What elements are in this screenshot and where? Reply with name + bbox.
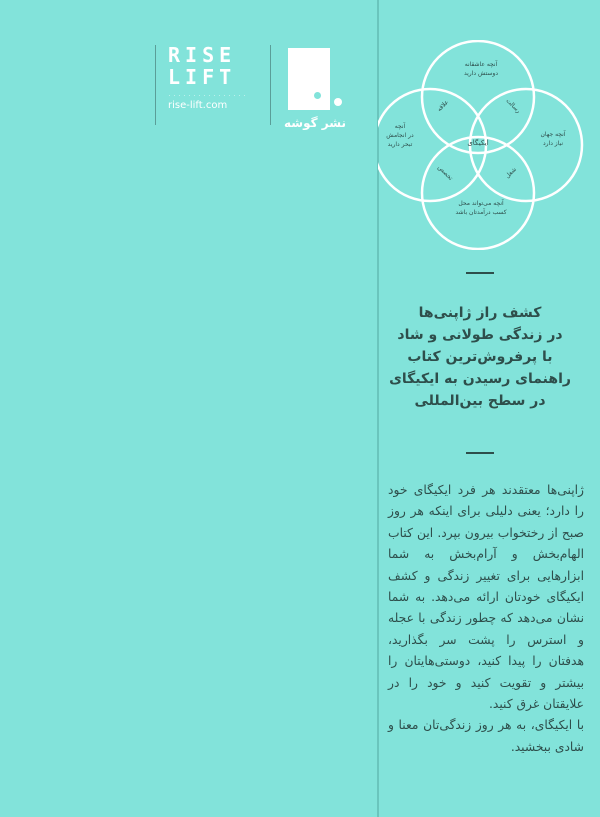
rise-logo-dots: ................ <box>168 92 249 98</box>
publisher-logo-square-icon <box>288 48 330 110</box>
rise-logo-line1: RISE <box>168 43 237 67</box>
publisher-logo-dot-icon <box>334 98 342 106</box>
tagline-line: راهنمای رسیدن به ایکیگای <box>389 371 571 387</box>
blurb-paragraph: ژاپنی‌ها معتقدند هر فرد ایکیگای خود را دارد؛ یعنی دلیلی برای اینکه هر روز صبح از رختخواب بیرون بپرد. این کتاب الهام‌بخش و آرام‌بخش به شما ابزارهایی برای تغییر زندگی و کشف ایکیگای خودتان ارائه می‌دهد. به شما نشان می‌دهد که چطور زندگی با عجله و استرس را پشت سر بگذارید، هدفتان را پیدا کنید، دوستی‌هایتان را بیشتر و تقویت کنید و خود را در علایقتان غرق کنید. <box>388 483 584 712</box>
divider <box>270 45 271 125</box>
ikigai-venn-diagram <box>378 40 588 250</box>
venn-label-top-left: علاقه <box>435 98 451 114</box>
tagline-line: در زندگی طولانی و شاد <box>397 327 563 343</box>
divider <box>155 45 156 125</box>
tagline-line: با پرفروش‌ترین کتاب <box>407 349 553 365</box>
separator-dash <box>466 272 494 274</box>
venn-label-right: نیاز دارد <box>542 140 564 147</box>
rise-logo-line2: LIFT <box>168 65 237 89</box>
publisher-name: نشر گوشه <box>284 116 346 130</box>
venn-label-bottom: کسب درآمدتان باشد <box>455 209 507 216</box>
venn-label-left: در انجامش <box>386 132 414 139</box>
blurb-paragraph: با ایکیگای، به هر روز زندگی‌تان معنا و شادی ببخشید. <box>388 718 584 754</box>
venn-label-top: دوستش دارید <box>463 70 499 77</box>
venn-label-top-right: رسالت <box>504 97 522 115</box>
tagline <box>380 302 580 412</box>
venn-label-left: تبحر دارید <box>387 141 413 148</box>
tagline-line: کشف راز ژاپنی‌ها <box>418 305 542 321</box>
publisher-logo <box>284 48 354 130</box>
venn-label-center: ایکیگای <box>467 139 489 147</box>
tagline-line: در سطح بین‌المللی <box>414 393 546 409</box>
venn-label-bottom-right: شغل <box>504 166 518 180</box>
venn-label-top: آنچه عاشقانه <box>464 61 498 68</box>
rise-lift-logo <box>168 44 248 111</box>
venn-label-bottom: آنچه می‌تواند محل <box>458 200 504 207</box>
rise-logo-url: rise-lift.com <box>168 100 228 111</box>
blurb <box>388 480 584 758</box>
venn-label-left: آنچه <box>394 123 406 130</box>
venn-label-right: آنچه جهان <box>540 131 566 138</box>
venn-label-bottom-left: تخصص <box>436 164 454 182</box>
separator-dash <box>466 452 494 454</box>
